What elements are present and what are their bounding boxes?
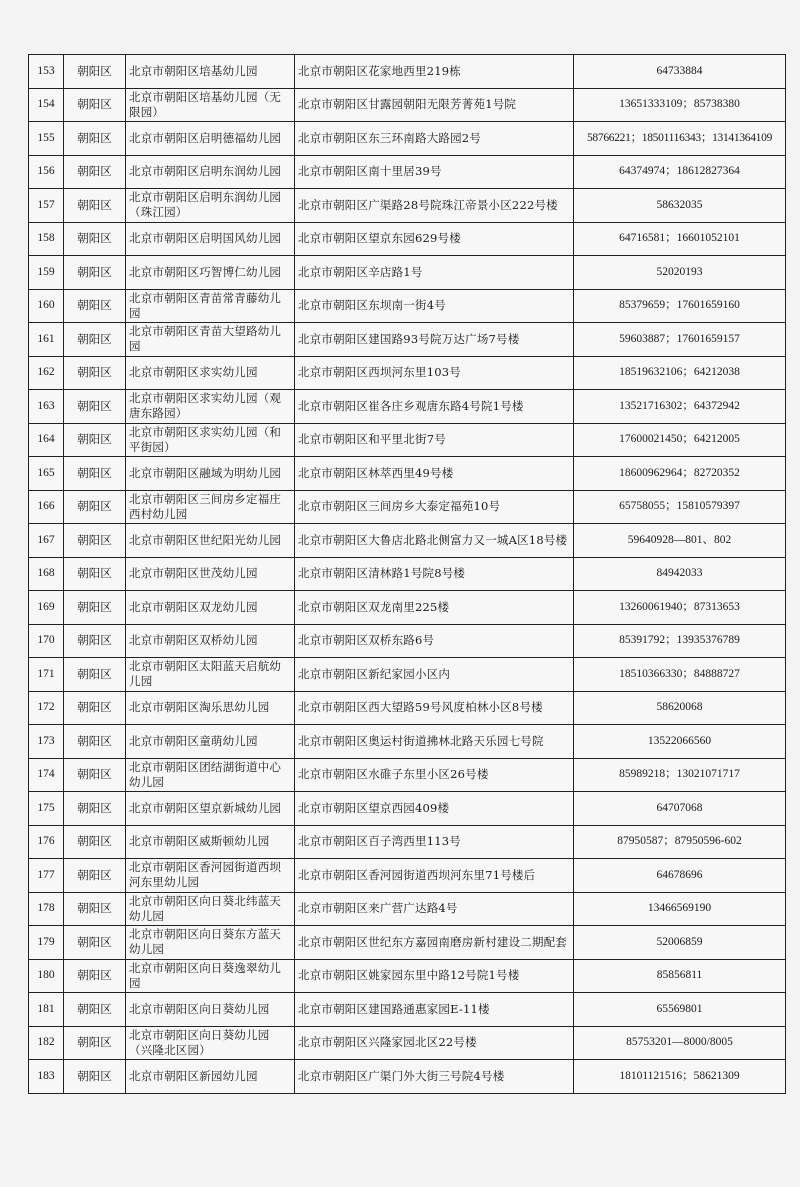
district-cell: 朝阳区 [64,122,126,156]
kindergarten-name-cell: 北京市朝阳区求实幼儿园 [126,356,295,390]
phone-cell: 85379659；17601659160 [574,289,786,323]
phone-cell: 13521716302；64372942 [574,390,786,424]
address-cell: 北京市朝阳区辛店路1号 [295,256,574,290]
table-row [29,189,786,223]
kindergarten-name-cell: 北京市朝阳区团结湖街道中心幼儿园 [126,758,295,792]
row-number-cell: 182 [29,1026,64,1060]
district-cell: 朝阳区 [64,993,126,1027]
phone-cell: 65569801 [574,993,786,1027]
kindergarten-name-cell: 北京市朝阳区双龙幼儿园 [126,591,295,625]
kindergarten-name-cell: 北京市朝阳区双桥幼儿园 [126,624,295,658]
table-body [29,55,786,1094]
address-cell: 北京市朝阳区双桥东路6号 [295,624,574,658]
address-cell: 北京市朝阳区林萃西里49号楼 [295,457,574,491]
address-cell: 北京市朝阳区广渠路28号院珠江帝景小区222号楼 [295,189,574,223]
district-cell: 朝阳区 [64,390,126,424]
address-cell: 北京市朝阳区西大望路59号风度柏林小区8号楼 [295,691,574,725]
row-number-cell: 175 [29,792,64,826]
address-cell: 北京市朝阳区望京东园629号楼 [295,222,574,256]
district-cell: 朝阳区 [64,792,126,826]
district-cell: 朝阳区 [64,323,126,357]
address-cell: 北京市朝阳区东三环南路大路园2号 [295,122,574,156]
table-row [29,758,786,792]
address-cell: 北京市朝阳区新纪家园小区内 [295,658,574,692]
phone-cell: 58632035 [574,189,786,223]
row-number-cell: 165 [29,457,64,491]
table-row [29,122,786,156]
address-cell: 北京市朝阳区百子湾西里113号 [295,825,574,859]
table-row [29,792,786,826]
district-cell: 朝阳区 [64,222,126,256]
row-number-cell: 156 [29,155,64,189]
kindergarten-name-cell: 北京市朝阳区望京新城幼儿园 [126,792,295,826]
kindergarten-name-cell: 北京市朝阳区淘乐思幼儿园 [126,691,295,725]
kindergarten-name-cell: 北京市朝阳区启明德福幼儿园 [126,122,295,156]
phone-cell: 13260061940；87313653 [574,591,786,625]
table-row [29,993,786,1027]
address-cell: 北京市朝阳区望京西园409楼 [295,792,574,826]
kindergarten-name-cell: 北京市朝阳区求实幼儿园（观唐东路园） [126,390,295,424]
table-row [29,691,786,725]
table-row [29,88,786,122]
phone-cell: 13651333109；85738380 [574,88,786,122]
phone-cell: 58766221；18501116343；13141364109 [574,122,786,156]
phone-cell: 64733884 [574,55,786,89]
row-number-cell: 178 [29,892,64,926]
row-number-cell: 166 [29,490,64,524]
district-cell: 朝阳区 [64,825,126,859]
row-number-cell: 180 [29,959,64,993]
phone-cell: 85391792；13935376789 [574,624,786,658]
kindergarten-name-cell: 北京市朝阳区太阳蓝天启航幼儿园 [126,658,295,692]
table-row [29,55,786,89]
row-number-cell: 167 [29,524,64,558]
row-number-cell: 179 [29,926,64,960]
district-cell: 朝阳区 [64,423,126,457]
kindergarten-name-cell: 北京市朝阳区培基幼儿园（无限园） [126,88,295,122]
address-cell: 北京市朝阳区建国路通惠家园E-11楼 [295,993,574,1027]
table-row [29,892,786,926]
table-row [29,959,786,993]
table-row [29,658,786,692]
district-cell: 朝阳区 [64,624,126,658]
phone-cell: 64374974；18612827364 [574,155,786,189]
table-row [29,859,786,893]
phone-cell: 13522066560 [574,725,786,759]
kindergarten-name-cell: 北京市朝阳区童萌幼儿园 [126,725,295,759]
row-number-cell: 170 [29,624,64,658]
address-cell: 北京市朝阳区建国路93号院万达广场7号楼 [295,323,574,357]
address-cell: 北京市朝阳区水碓子东里小区26号楼 [295,758,574,792]
district-cell: 朝阳区 [64,524,126,558]
row-number-cell: 164 [29,423,64,457]
row-number-cell: 168 [29,557,64,591]
phone-cell: 18510366330；84888727 [574,658,786,692]
phone-cell: 85856811 [574,959,786,993]
district-cell: 朝阳区 [64,457,126,491]
table-row [29,155,786,189]
table-row [29,524,786,558]
district-cell: 朝阳区 [64,959,126,993]
district-cell: 朝阳区 [64,758,126,792]
table-row [29,423,786,457]
district-cell: 朝阳区 [64,88,126,122]
kindergarten-name-cell: 北京市朝阳区向日葵东方蓝天幼儿园 [126,926,295,960]
address-cell: 北京市朝阳区奥运村街道拂林北路天乐园七号院 [295,725,574,759]
district-cell: 朝阳区 [64,1026,126,1060]
phone-cell: 18600962964；82720352 [574,457,786,491]
district-cell: 朝阳区 [64,725,126,759]
kindergarten-name-cell: 北京市朝阳区融域为明幼儿园 [126,457,295,491]
kindergarten-name-cell: 北京市朝阳区青苗常青藤幼儿园 [126,289,295,323]
district-cell: 朝阳区 [64,155,126,189]
row-number-cell: 158 [29,222,64,256]
table-row [29,825,786,859]
address-cell: 北京市朝阳区崔各庄乡观唐东路4号院1号楼 [295,390,574,424]
kindergarten-name-cell: 北京市朝阳区世茂幼儿园 [126,557,295,591]
phone-cell: 13466569190 [574,892,786,926]
address-cell: 北京市朝阳区三间房乡大泰定福苑10号 [295,490,574,524]
table-row [29,725,786,759]
address-cell: 北京市朝阳区双龙南里225楼 [295,591,574,625]
table-row [29,557,786,591]
address-cell: 北京市朝阳区广渠门外大街三号院4号楼 [295,1060,574,1094]
row-number-cell: 172 [29,691,64,725]
row-number-cell: 155 [29,122,64,156]
address-cell: 北京市朝阳区南十里居39号 [295,155,574,189]
row-number-cell: 163 [29,390,64,424]
district-cell: 朝阳区 [64,289,126,323]
phone-cell: 85989218；13021071717 [574,758,786,792]
district-cell: 朝阳区 [64,591,126,625]
kindergarten-name-cell: 北京市朝阳区求实幼儿园（和平街园） [126,423,295,457]
kindergarten-name-cell: 北京市朝阳区向日葵逸翠幼儿园 [126,959,295,993]
row-number-cell: 153 [29,55,64,89]
table-row [29,222,786,256]
address-cell: 北京市朝阳区兴隆家园北区22号楼 [295,1026,574,1060]
address-cell: 北京市朝阳区东坝南一街4号 [295,289,574,323]
kindergarten-name-cell: 北京市朝阳区香河园街道西坝河东里幼儿园 [126,859,295,893]
table-row [29,289,786,323]
district-cell: 朝阳区 [64,859,126,893]
table-row [29,457,786,491]
row-number-cell: 160 [29,289,64,323]
phone-cell: 84942033 [574,557,786,591]
address-cell: 北京市朝阳区甘露园朝阳无限芳菁苑1号院 [295,88,574,122]
phone-cell: 58620068 [574,691,786,725]
phone-cell: 52006859 [574,926,786,960]
district-cell: 朝阳区 [64,926,126,960]
district-cell: 朝阳区 [64,691,126,725]
row-number-cell: 177 [29,859,64,893]
kindergarten-name-cell: 北京市朝阳区启明东润幼儿园 [126,155,295,189]
address-cell: 北京市朝阳区清林路1号院8号楼 [295,557,574,591]
table-row [29,624,786,658]
kindergarten-name-cell: 北京市朝阳区威斯顿幼儿园 [126,825,295,859]
address-cell: 北京市朝阳区和平里北街7号 [295,423,574,457]
table-row [29,390,786,424]
table-row [29,490,786,524]
row-number-cell: 174 [29,758,64,792]
phone-cell: 18101121516；58621309 [574,1060,786,1094]
kindergarten-name-cell: 北京市朝阳区世纪阳光幼儿园 [126,524,295,558]
district-cell: 朝阳区 [64,55,126,89]
kindergarten-table [28,54,786,1094]
district-cell: 朝阳区 [64,356,126,390]
phone-cell: 64716581；16601052101 [574,222,786,256]
kindergarten-name-cell: 北京市朝阳区青苗大望路幼儿园 [126,323,295,357]
phone-cell: 52020193 [574,256,786,290]
row-number-cell: 181 [29,993,64,1027]
table-row [29,1026,786,1060]
row-number-cell: 154 [29,88,64,122]
district-cell: 朝阳区 [64,557,126,591]
kindergarten-name-cell: 北京市朝阳区启明东润幼儿园（珠江园） [126,189,295,223]
kindergarten-name-cell: 北京市朝阳区向日葵幼儿园 [126,993,295,1027]
row-number-cell: 173 [29,725,64,759]
phone-cell: 18519632106；64212038 [574,356,786,390]
kindergarten-name-cell: 北京市朝阳区巧智博仁幼儿园 [126,256,295,290]
row-number-cell: 169 [29,591,64,625]
kindergarten-name-cell: 北京市朝阳区向日葵幼儿园（兴隆北区园） [126,1026,295,1060]
kindergarten-name-cell: 北京市朝阳区三间房乡定福庄西村幼儿园 [126,490,295,524]
kindergarten-name-cell: 北京市朝阳区新园幼儿园 [126,1060,295,1094]
table-row [29,926,786,960]
table-row [29,1060,786,1094]
address-cell: 北京市朝阳区世纪东方嘉园南磨房新村建设二期配套 [295,926,574,960]
row-number-cell: 161 [29,323,64,357]
district-cell: 朝阳区 [64,892,126,926]
address-cell: 北京市朝阳区花家地西里219栋 [295,55,574,89]
district-cell: 朝阳区 [64,1060,126,1094]
address-cell: 北京市朝阳区来广营广达路4号 [295,892,574,926]
row-number-cell: 157 [29,189,64,223]
phone-cell: 85753201—8000/8005 [574,1026,786,1060]
row-number-cell: 171 [29,658,64,692]
district-cell: 朝阳区 [64,490,126,524]
table-row [29,356,786,390]
row-number-cell: 176 [29,825,64,859]
table-row [29,256,786,290]
district-cell: 朝阳区 [64,256,126,290]
phone-cell: 59603887；17601659157 [574,323,786,357]
phone-cell: 87950587；87950596-602 [574,825,786,859]
kindergarten-name-cell: 北京市朝阳区启明国风幼儿园 [126,222,295,256]
table-row [29,591,786,625]
phone-cell: 17600021450；64212005 [574,423,786,457]
district-cell: 朝阳区 [64,189,126,223]
phone-cell: 65758055；15810579397 [574,490,786,524]
kindergarten-name-cell: 北京市朝阳区向日葵北纬蓝天幼儿园 [126,892,295,926]
district-cell: 朝阳区 [64,658,126,692]
table-row [29,323,786,357]
kindergarten-name-cell: 北京市朝阳区培基幼儿园 [126,55,295,89]
phone-cell: 59640928—801、802 [574,524,786,558]
phone-cell: 64707068 [574,792,786,826]
phone-cell: 64678696 [574,859,786,893]
row-number-cell: 183 [29,1060,64,1094]
address-cell: 北京市朝阳区大鲁店北路北侧富力又一城A区18号楼 [295,524,574,558]
row-number-cell: 159 [29,256,64,290]
address-cell: 北京市朝阳区姚家园东里中路12号院1号楼 [295,959,574,993]
row-number-cell: 162 [29,356,64,390]
address-cell: 北京市朝阳区西坝河东里103号 [295,356,574,390]
address-cell: 北京市朝阳区香河园街道西坝河东里71号楼后 [295,859,574,893]
